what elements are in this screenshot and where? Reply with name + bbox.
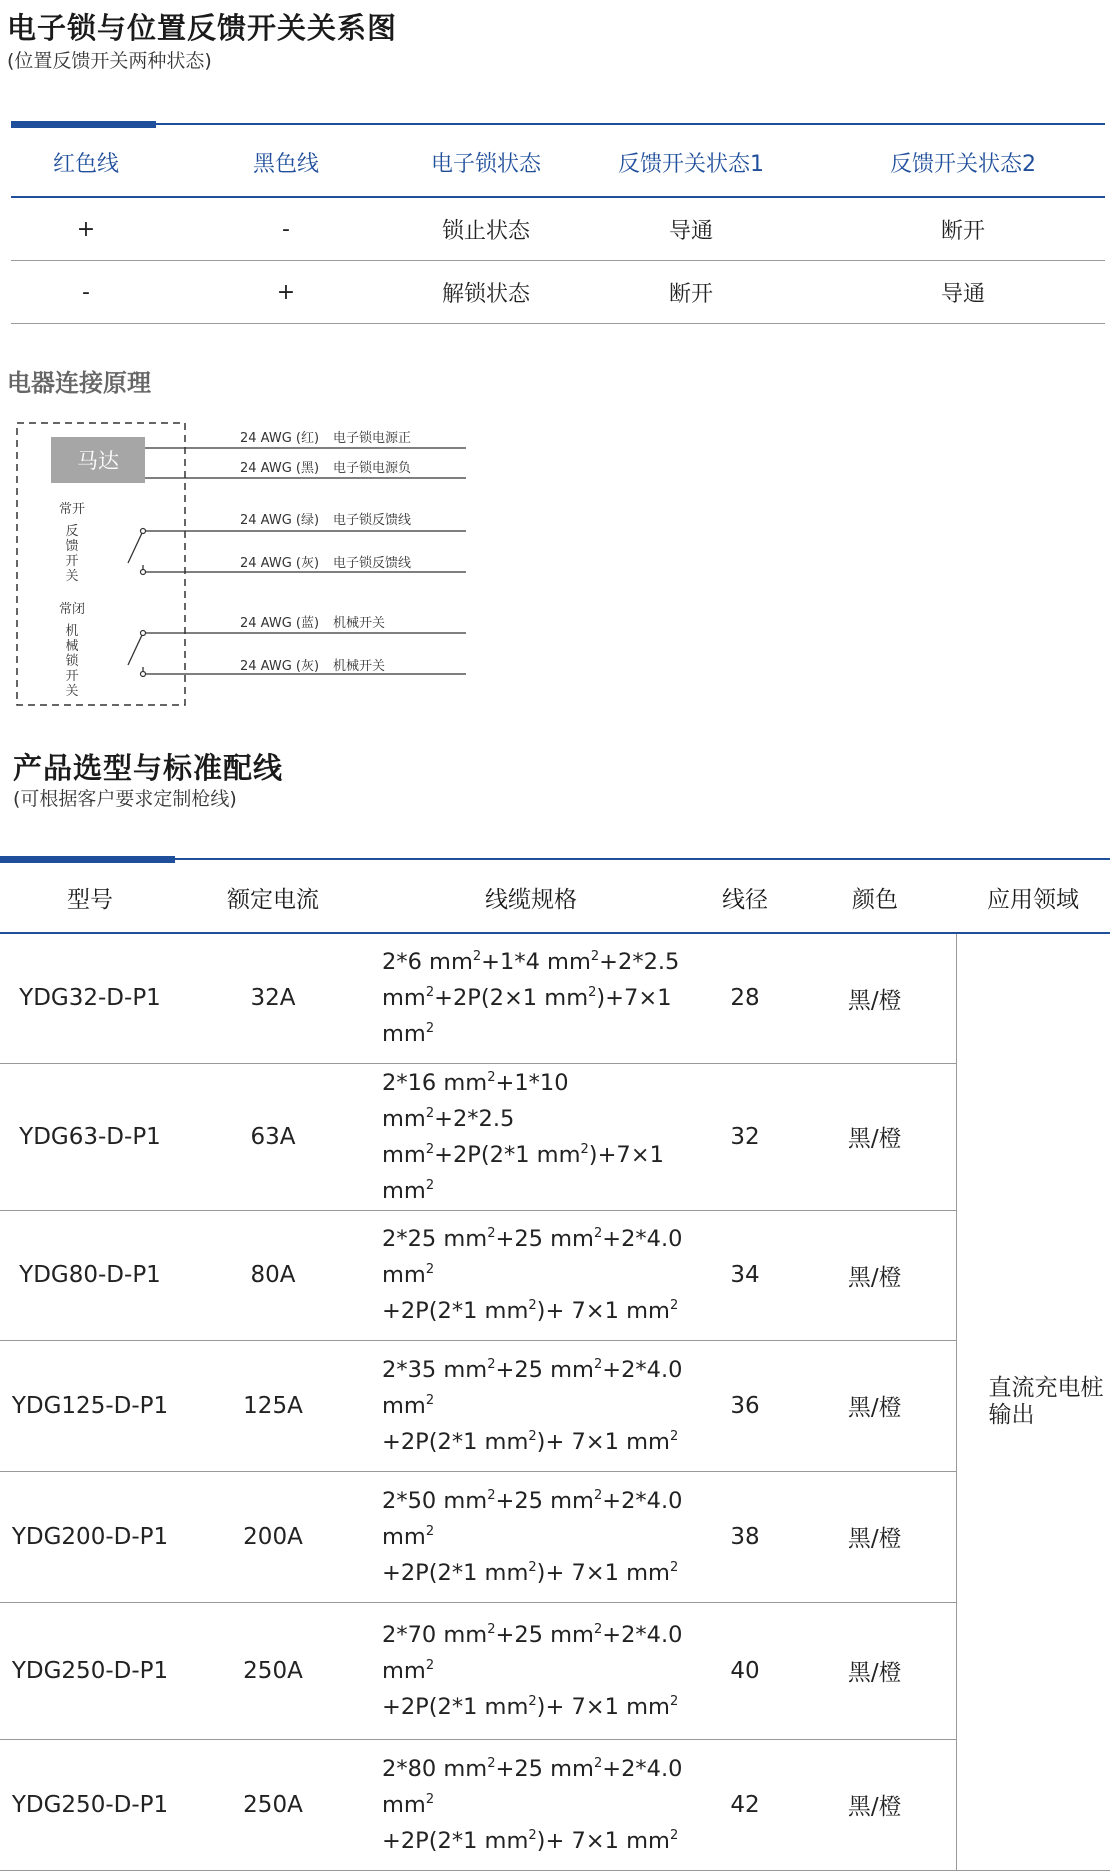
section1-title: 电子锁与位置反馈开关关系图	[7, 11, 398, 45]
product-table	[0, 862, 1110, 1871]
cell-application: 直流充电桩输出	[956, 933, 1110, 1870]
spec-line-2: +2P(2*1 $mm^2)+ 7\times 1$ $mm^2$	[382, 1298, 679, 1324]
header-feedback-state-2: 反馈开关状态2	[890, 151, 1036, 177]
spec-line-1: 2*6 $mm^2+1*4$ $mm^2+2*2.5$	[382, 949, 680, 976]
wire-desc-4: 电子锁反馈线	[333, 556, 412, 571]
cell-current: 63A	[250, 1123, 296, 1150]
cell-color: 黑/橙	[847, 1660, 902, 1686]
header-color: 颜色	[852, 886, 898, 913]
spec-line-2: $mm^2+2P(2*1$ $mm^2)+7\times 1$ $mm^2$	[382, 1141, 664, 1204]
cell-black-wire: +	[276, 279, 296, 305]
cell-diameter: 28	[730, 985, 760, 1012]
table-row	[11, 197, 1105, 261]
header-rated-current: 额定电流	[227, 886, 319, 913]
table-row	[0, 1739, 1110, 1870]
cell-color: 黑/橙	[847, 1395, 902, 1421]
cell-spec	[366, 933, 696, 1063]
state-table-header-row	[11, 128, 1105, 197]
table-row	[0, 1340, 1110, 1471]
table-row	[0, 1210, 1110, 1340]
header-cable-spec: 线缆规格	[485, 886, 577, 913]
spec-line-1: 2*80 $mm^2+25$ $mm^2+2*4.0$ $mm^2$	[382, 1755, 683, 1818]
spec-line-2: +2P(2*1 $mm^2)+ 7\times 1$ $mm^2$	[382, 1693, 679, 1720]
wire-desc-3: 电子锁反馈线	[333, 513, 412, 528]
wire-awg-1: 24 AWG (红)	[240, 431, 320, 446]
spec-line-2: $mm^2+2P(2\times 1$ $mm^2)+7\times 1$ $mm^2$	[382, 985, 672, 1048]
cell-model: YDG250-D-P1	[11, 1791, 169, 1818]
cell-lock-state: 锁止状态	[441, 218, 530, 244]
cell-model: YDG63-D-P1	[19, 1123, 161, 1150]
cell-current: 125A	[243, 1392, 303, 1419]
spec-line-1: 2*25 $mm^2+25$ $mm^2+2*4.0$ $mm^2$	[382, 1226, 683, 1288]
cell-red-wire: -	[82, 279, 90, 305]
spec-line-2: +2P(2*1 $mm^2)+ 7\times 1$ $mm^2$	[382, 1559, 679, 1586]
header-lock-state: 电子锁状态	[430, 151, 541, 177]
cell-color: 黑/橙	[847, 987, 902, 1014]
cell-diameter: 42	[730, 1791, 760, 1818]
table-row	[11, 261, 1105, 324]
cell-current: 250A	[243, 1657, 303, 1684]
spec-line-1: 2*16 $mm^2+1*10$ $mm^2+2*2.5$	[382, 1069, 569, 1132]
cell-diameter: 32	[730, 1123, 760, 1150]
cell-diameter: 36	[730, 1392, 760, 1419]
wire-awg-3: 24 AWG (绿)	[240, 513, 320, 528]
section3-title: 产品选型与标准配线	[13, 751, 284, 785]
cell-spec	[366, 1471, 696, 1602]
cell-diameter: 34	[730, 1262, 760, 1288]
feedback-switch-blade	[128, 533, 142, 563]
cell-current: 250A	[243, 1791, 303, 1818]
table-row	[0, 1063, 1110, 1210]
cell-current: 80A	[250, 1262, 296, 1288]
wire-awg-2: 24 AWG (黑)	[240, 461, 320, 476]
cell-model: YDG125-D-P1	[11, 1392, 169, 1419]
spec-line-1: 2*35 $mm^2+25$ $mm^2+2*4.0$ $mm^2$	[382, 1356, 683, 1419]
cell-feedback-2: 导通	[940, 281, 985, 307]
table-accent-bar	[11, 121, 156, 128]
wire-awg-4: 24 AWG (灰)	[240, 556, 320, 571]
header-red-wire: 红色线	[52, 151, 119, 177]
cell-spec	[366, 1340, 696, 1471]
cell-diameter: 38	[730, 1523, 760, 1550]
wire-awg-6: 24 AWG (灰)	[240, 659, 320, 674]
product-table-header-row	[0, 862, 1110, 933]
normally-open-label: 常开	[59, 502, 86, 517]
cell-spec	[366, 1210, 696, 1340]
cell-color: 黑/橙	[847, 1794, 902, 1820]
lock-switch-blade	[128, 635, 142, 665]
spec-line-2: +2P(2*1 $mm^2)+ 7\times 1$ $mm^2$	[382, 1428, 679, 1455]
state-table	[11, 128, 1105, 324]
table-row	[0, 933, 1110, 1063]
cell-current: 200A	[243, 1523, 303, 1550]
cell-model: YDG32-D-P1	[19, 985, 161, 1012]
cell-model: YDG80-D-P1	[19, 1262, 161, 1288]
wire-desc-6: 机械开关	[333, 659, 386, 674]
cell-spec	[366, 1739, 696, 1870]
cell-current: 32A	[250, 985, 296, 1012]
motor-box: 马达	[51, 437, 145, 483]
cell-color: 黑/橙	[847, 1264, 902, 1291]
spec-line-2: +2P(2*1 $mm^2)+ 7\times 1$ $mm^2$	[382, 1827, 679, 1854]
header-application: 应用领域	[987, 886, 1079, 913]
lock-switch-label: 机械锁开关	[65, 624, 79, 699]
cell-diameter: 40	[730, 1657, 760, 1684]
cell-spec	[366, 1063, 696, 1210]
header-model: 型号	[67, 886, 113, 913]
section2-title: 电器连接原理	[7, 369, 151, 397]
cell-feedback-1: 导通	[668, 218, 713, 244]
feedback-switch-label: 反馈开关	[65, 524, 79, 584]
cell-model: YDG200-D-P1	[11, 1523, 169, 1550]
spec-line-1: 2*70 $mm^2+25$ $mm^2+2*4.0$ $mm^2$	[382, 1621, 683, 1684]
table-top-rule	[11, 123, 1105, 125]
table-row	[0, 1471, 1110, 1602]
normally-closed-label: 常闭	[59, 602, 86, 617]
header-feedback-state-1: 反馈开关状态1	[618, 151, 764, 177]
wire-desc-2: 电子锁电源负	[333, 461, 412, 476]
header-diameter: 线径	[722, 886, 768, 913]
cell-feedback-1: 断开	[668, 281, 713, 307]
cell-spec	[366, 1602, 696, 1739]
wire-desc-5: 机械开关	[333, 616, 386, 631]
wire-desc-1: 电子锁电源正	[333, 431, 412, 446]
cell-feedback-2: 断开	[940, 218, 985, 244]
wire-awg-5: 24 AWG (蓝)	[240, 616, 320, 631]
spec-line-1: 2*50 $mm^2+25$ $mm^2+2*4.0$ $mm^2$	[382, 1487, 683, 1550]
cell-color: 黑/橙	[847, 1526, 902, 1552]
cell-color: 黑/橙	[847, 1126, 902, 1152]
section3-subtitle: (可根据客户要求定制枪线)	[13, 788, 237, 810]
cell-model: YDG250-D-P1	[11, 1657, 169, 1684]
cell-lock-state: 解锁状态	[441, 281, 530, 307]
section1-subtitle: (位置反馈开关两种状态)	[7, 50, 212, 72]
cell-red-wire: +	[76, 216, 96, 242]
table-row	[0, 1602, 1110, 1739]
header-black-wire: 黑色线	[252, 151, 319, 177]
cell-black-wire: -	[282, 216, 290, 242]
